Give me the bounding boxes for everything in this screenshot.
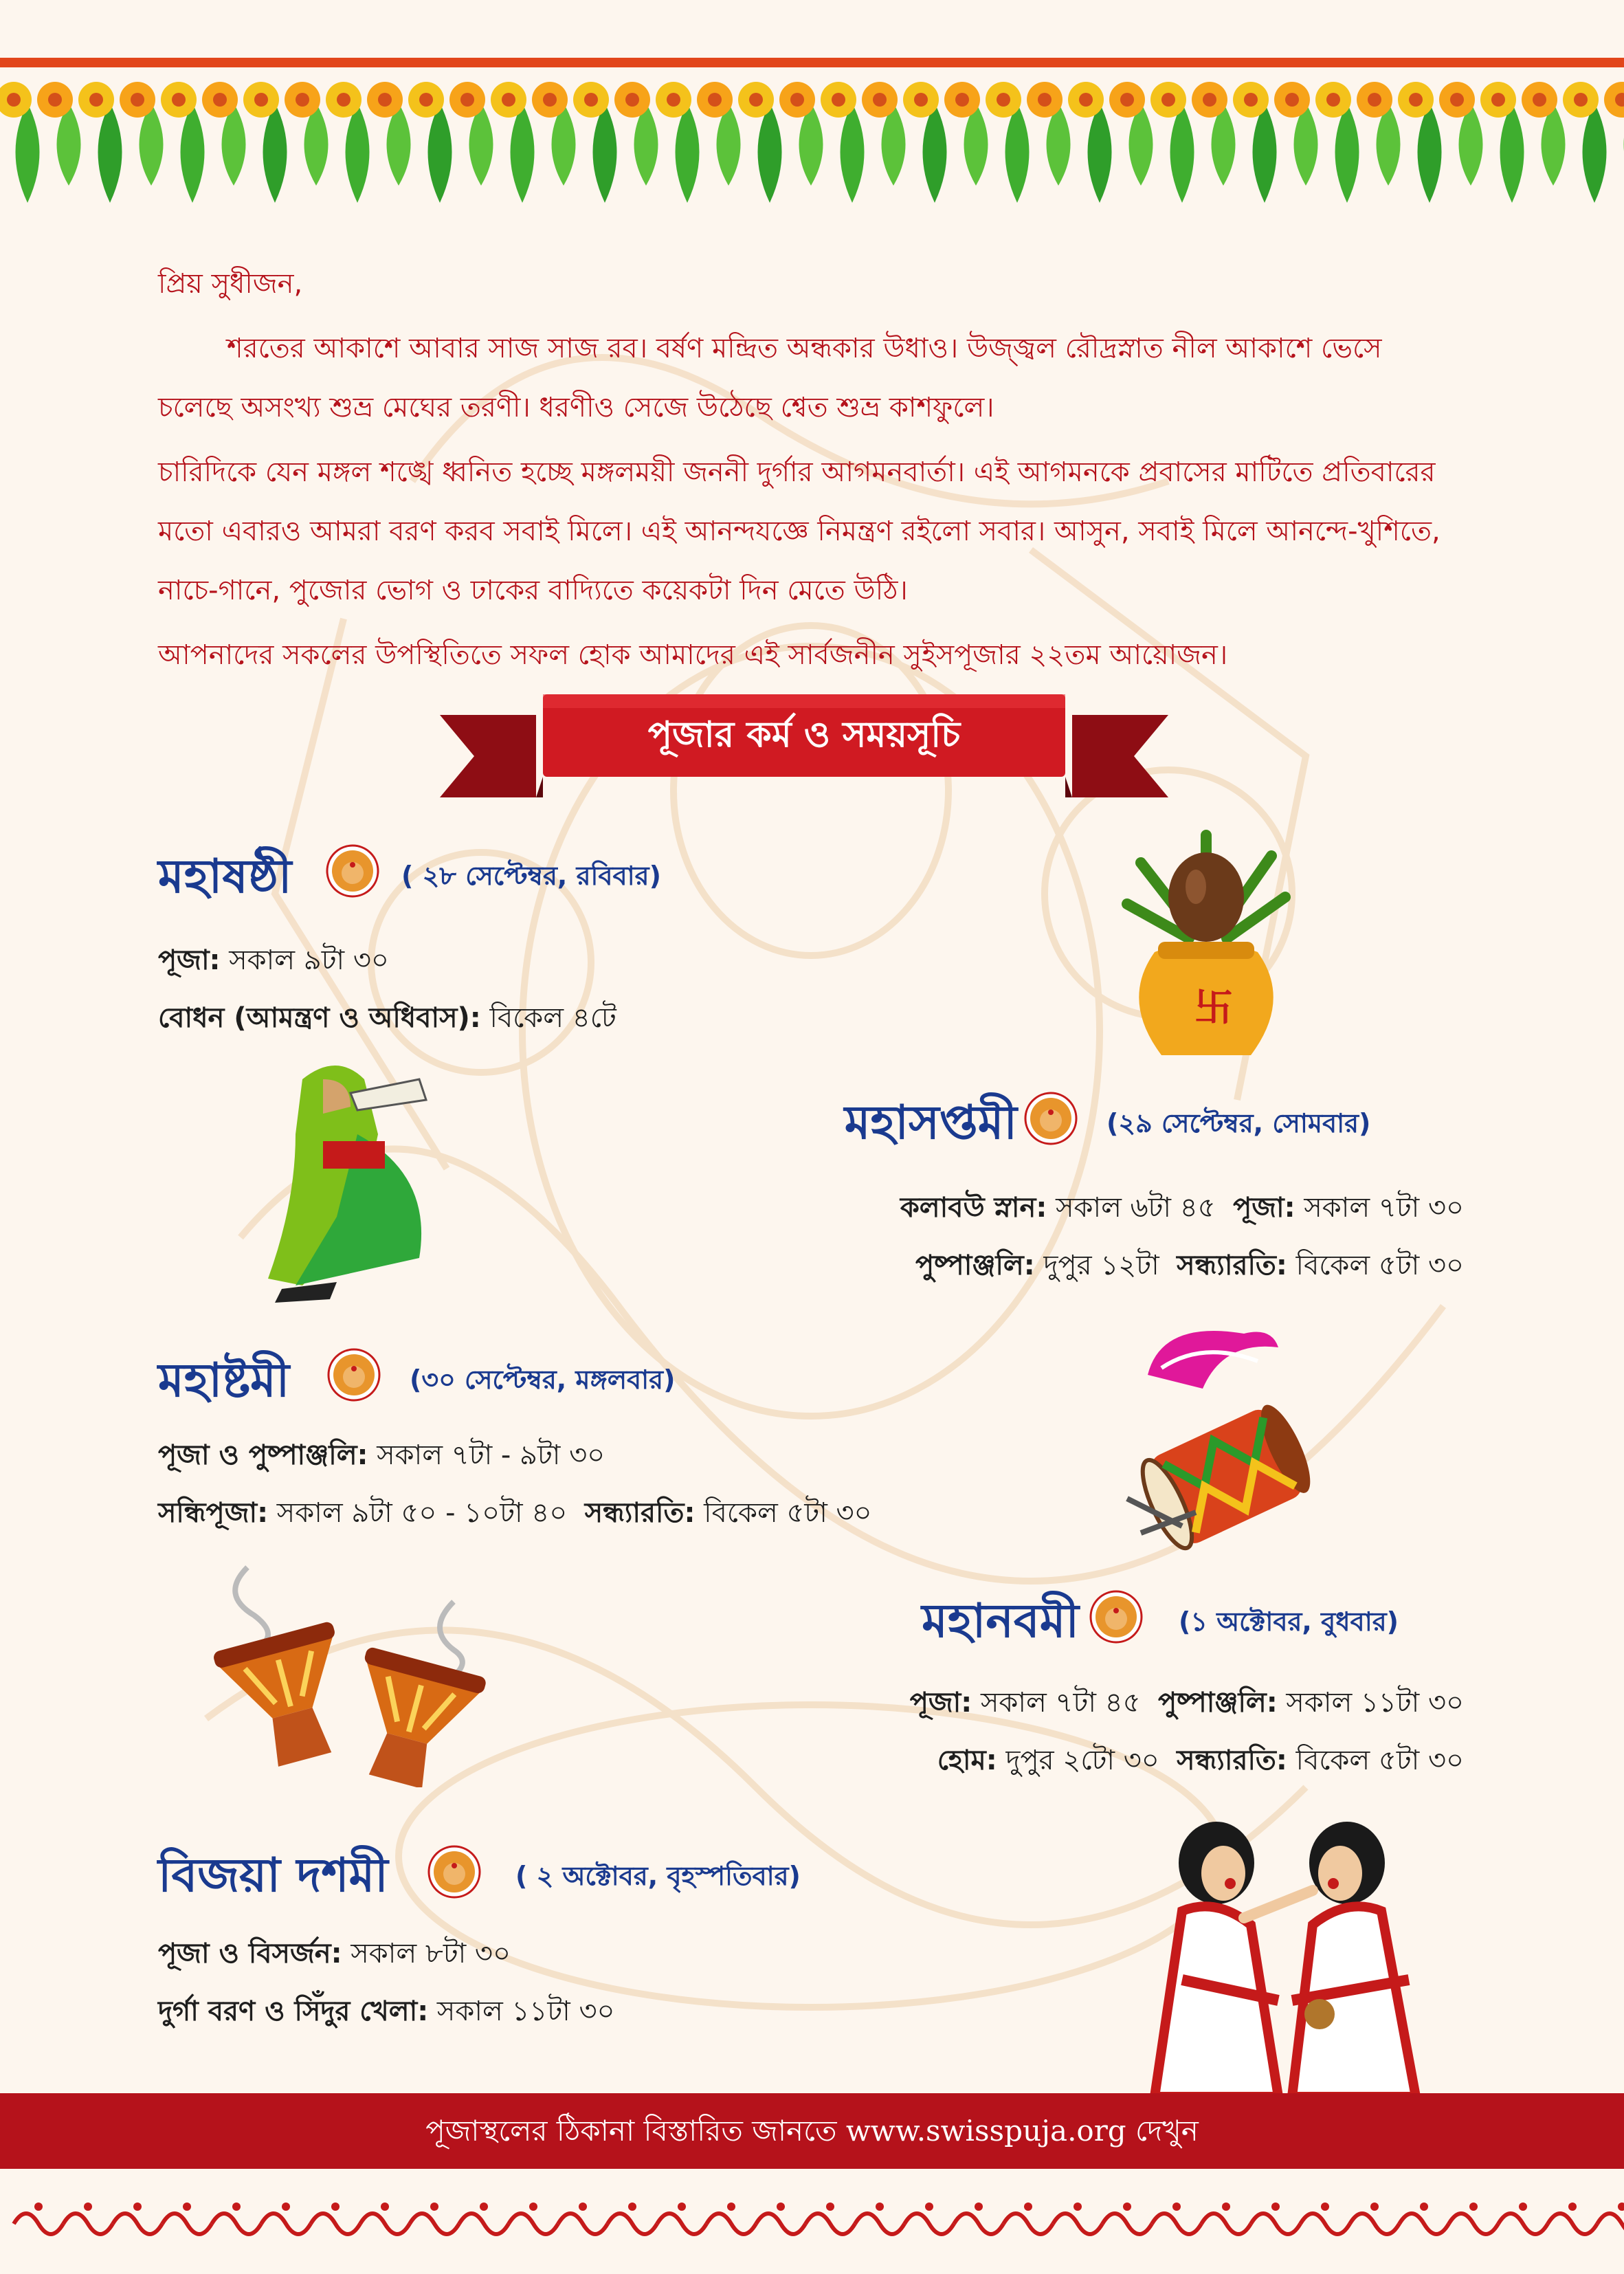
letter-paragraph-3: আপনাদের সকলের উপস্থিতিতে সফল হোক আমাদের এই সার্বজনীন সুইসপূজার ২২তম আয়োজন।: [158, 639, 1228, 671]
marigold-garland-icon: [0, 76, 1624, 213]
schedule-label: দুর্গা বরণ ও সিঁদুর খেলা:: [158, 1996, 429, 2027]
schedule-label: সন্ধিপূজা:: [158, 1497, 269, 1529]
schedule-label: পুষ্পাঞ্জলি:: [1158, 1687, 1278, 1719]
schedule-dashami: [158, 1925, 615, 2040]
dhak-drum-icon: [1120, 1320, 1326, 1567]
salutation: প্রিয় সুধীজন,: [158, 268, 303, 300]
schedule-label: সন্ধ্যারতি:: [584, 1497, 696, 1529]
schedule-label: হোম:: [937, 1745, 997, 1776]
schedule-navami: [687, 1674, 1464, 1789]
durga-face-icon: [326, 844, 379, 898]
schedule-saptami: [687, 1179, 1464, 1294]
top-border-line: [0, 58, 1624, 67]
schedule-heading: পূজার কর্ম ও সময়সূচি: [647, 714, 961, 755]
schedule-label: সন্ধ্যারতি:: [1177, 1745, 1287, 1776]
schedule-value: সকাল ১১টা ৩০: [428, 1996, 615, 2027]
day-date-shashthi: ( ২৮ সেপ্টেম্বর, রবিবার): [401, 861, 661, 891]
schedule-value: দুপুর ১২টা: [1034, 1250, 1159, 1281]
durga-face-icon: [427, 1845, 481, 1899]
welcome-letter: [158, 254, 1464, 690]
schedule-value: সকাল ৯টা ৩০: [220, 945, 389, 976]
day-date-dashami: ( ২ অক্টোবর, বৃহস্পতিবার): [515, 1861, 801, 1891]
durga-face-icon: [1089, 1590, 1143, 1644]
day-date-saptami: (২৯ সেপ্টেম্বর, সোমবার): [1106, 1108, 1371, 1138]
day-date-navami: (১ অক্টোবর, বুধবার): [1179, 1607, 1399, 1637]
schedule-value: সকাল ১১টা ৩০: [1277, 1687, 1464, 1719]
durga-face-icon: [327, 1348, 381, 1402]
letter-paragraph-1: শরতের আকাশে আবার সাজ সাজ রব। বর্ষণ মন্দ্রিত অন্ধকার উধাও। উজ্জ্বল রৌদ্রস্নাত নীল আকাশে ভেসে চলেছে অসংখ্য শুভ্র মেঘের তরণী। ধরণীও সেজে উঠেছে শ্বেত শুভ্র কাশফুলে।: [158, 333, 1382, 423]
schedule-label: বোধন (আমন্ত্রণ ও অধিবাস):: [158, 1002, 481, 1034]
decorative-bottom-border-icon: [0, 2196, 1624, 2251]
day-title-saptami: মহাসপ্তমী: [844, 1095, 1017, 1150]
schedule-shashthi: [158, 931, 616, 1047]
schedule-label: কলাবউ স্নান:: [900, 1192, 1047, 1224]
schedule-value: সকাল ৭টা - ৯টা ৩০: [368, 1439, 605, 1471]
schedule-value: সকাল ৭টা ৪৫: [972, 1687, 1141, 1719]
schedule-label: পুষ্পাঞ্জলি:: [915, 1250, 1035, 1281]
day-title-navami: মহানবমী: [922, 1593, 1079, 1648]
durga-face-icon: [1024, 1092, 1078, 1145]
schedule-value: সকাল ৭টা ৩০: [1295, 1192, 1464, 1224]
footer-website-note: পূজাস্থলের ঠিকানা বিস্তারিত জানতে www.swisspuja.org দেখুন: [425, 2114, 1199, 2148]
schedule-value: দুপুর ২টো ৩০: [997, 1745, 1159, 1776]
schedule-ashtami: [158, 1426, 872, 1542]
sindoor-khela-icon: [1141, 1808, 1430, 2097]
schedule-value: বিকেল ৪টে: [480, 1002, 616, 1034]
schedule-label: পূজা:: [1233, 1192, 1295, 1224]
conch-woman-icon: [254, 1052, 481, 1306]
schedule-value: বিকেল ৫টা ৩০: [695, 1497, 872, 1529]
schedule-label: পূজা ও পুষ্পাঞ্জলি:: [158, 1439, 368, 1471]
dhunuchi-pots-icon: [206, 1560, 495, 1787]
schedule-value: সকাল ৬টা ৪৫: [1047, 1192, 1216, 1224]
letter-paragraph-2: চারিদিকে যেন মঙ্গল শঙ্খে ধ্বনিত হচ্ছে মঙ্গলময়ী জননী দুর্গার আগমনবার্তা। এই আগমনকে প্রবাসের মাটিতে প্রতিবারের মতো এবারও আমরা বরণ করব সবাই মিলে। এই আনন্দযজ্ঞে নিমন্ত্রণ রইলো সবার। আসুন, সবাই মিলে আনন্দে-খুশিতে, নাচে-গানে, পুজোর ভোগ ও ঢাকের বাদ্যিতে কয়েকটা দিন মেতে উঠি।: [158, 456, 1441, 606]
schedule-value: বিকেল ৫টা ৩০: [1287, 1250, 1464, 1281]
day-title-dashami: বিজয়া দশমী: [158, 1848, 388, 1903]
schedule-label: পূজা ও বিসর্জন:: [158, 1938, 342, 1969]
schedule-value: সকাল ৯টা ৫০ - ১০টা ৪০: [268, 1497, 568, 1529]
day-title-ashtami: মহাষ্টমী: [158, 1353, 290, 1408]
schedule-label: পূজা:: [909, 1687, 972, 1719]
day-title-shashthi: মহাষষ্ঠী: [158, 849, 292, 904]
schedule-value: বিকেল ৫টা ৩০: [1287, 1745, 1464, 1776]
day-date-ashtami: (৩০ সেপ্টেম্বর, মঙ্গলবার): [410, 1365, 676, 1395]
schedule-value: সকাল ৮টা ৩০: [342, 1938, 511, 1969]
kalash-pot-icon: [1113, 821, 1299, 1069]
schedule-label: সন্ধ্যারতি:: [1177, 1250, 1287, 1281]
schedule-label: পূজা:: [158, 945, 221, 976]
svg-text:卐: 卐: [1194, 986, 1233, 1030]
